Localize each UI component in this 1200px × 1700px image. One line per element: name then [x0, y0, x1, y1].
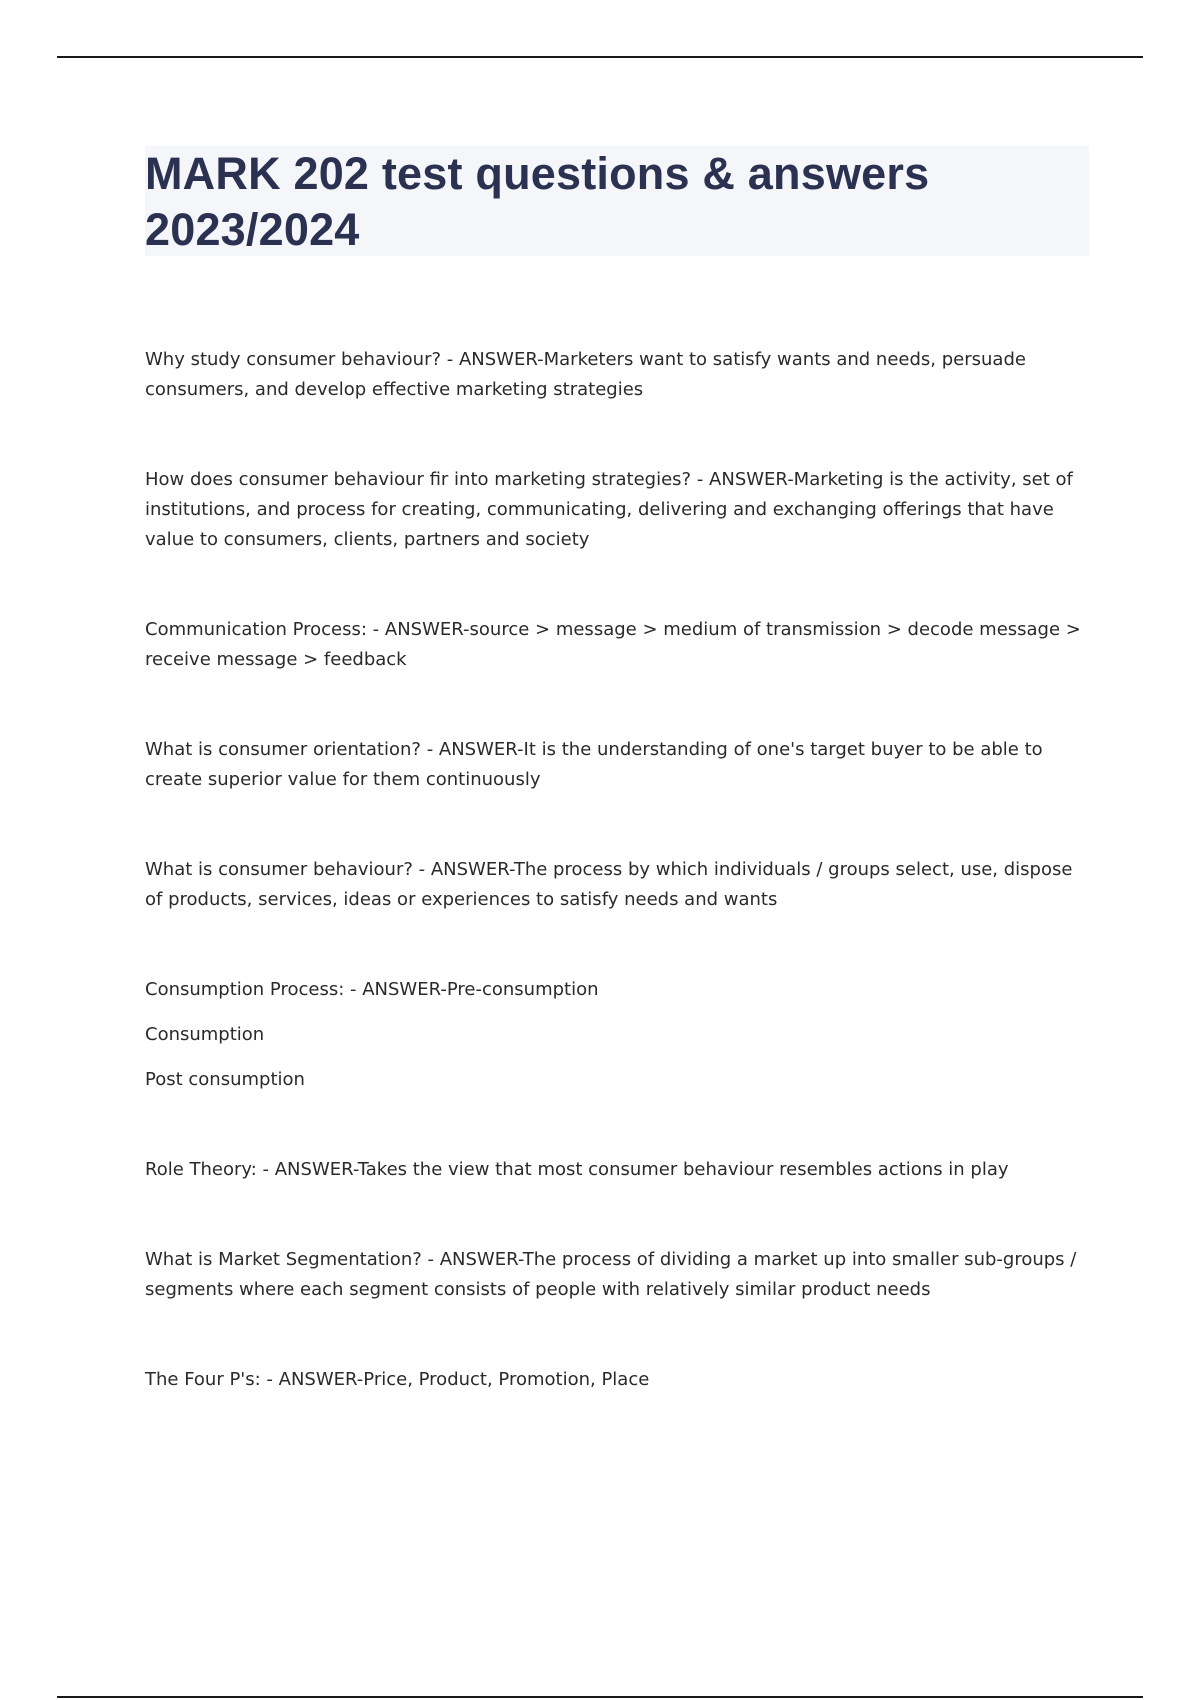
qa-text: Communication Process: - ANSWER-source > message > medium of transmission > decode message > receive message > feedback — [145, 619, 1081, 670]
qa-item — [145, 1365, 1085, 1395]
qa-item — [145, 975, 1085, 1095]
qa-item — [145, 1245, 1085, 1305]
qa-item — [145, 615, 1085, 675]
qa-text: The Four P's: - ANSWER-Price, Product, Promotion, Place — [145, 1369, 650, 1390]
bottom-divider — [57, 1696, 1143, 1698]
qa-text: Consumption Process: - ANSWER-Pre-consumption — [145, 979, 599, 1000]
top-divider — [57, 56, 1143, 58]
qa-text: What is consumer orientation? - ANSWER-It is the understanding of one's target buyer to be able to create superior value for them continuously — [145, 739, 1043, 790]
qa-item — [145, 735, 1085, 795]
qa-list — [145, 345, 1085, 1455]
title-banner — [145, 146, 1089, 256]
qa-text: What is consumer behaviour? - ANSWER-The process by which individuals / groups select, use, dispose of products, services, ideas or experiences to satisfy needs and wants — [145, 859, 1073, 910]
qa-item — [145, 1155, 1085, 1185]
document-title: MARK 202 test questions & answers 2023/2024 — [145, 148, 930, 255]
qa-text: What is Market Segmentation? - ANSWER-The process of dividing a market up into smaller sub-groups / segments where each segment consists of people with relatively similar product needs — [145, 1249, 1077, 1300]
qa-item — [145, 345, 1085, 405]
qa-text: How does consumer behaviour fir into marketing strategies? - ANSWER-Marketing is the activity, set of institutions, and process for creating, communicating, delivering and exchanging offerings that have value to consumers, clients, partners and society — [145, 469, 1073, 550]
qa-extra-line: Post consumption — [145, 1069, 305, 1090]
qa-extra-line: Consumption — [145, 1024, 265, 1045]
qa-text: Role Theory: - ANSWER-Takes the view that most consumer behaviour resembles actions in play — [145, 1159, 1009, 1180]
qa-item — [145, 855, 1085, 915]
qa-item — [145, 465, 1085, 555]
qa-text: Why study consumer behaviour? - ANSWER-Marketers want to satisfy wants and needs, persuade consumers, and develop effective marketing strategies — [145, 349, 1026, 400]
